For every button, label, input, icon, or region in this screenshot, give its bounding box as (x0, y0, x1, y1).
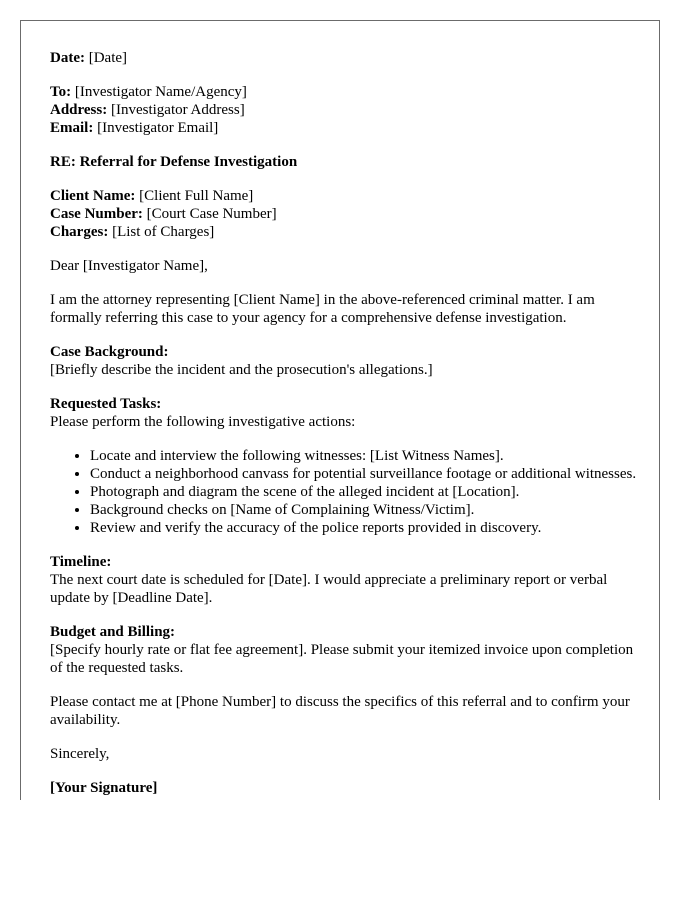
signature: [Your Signature] (50, 780, 158, 796)
client-label: Client Name: (50, 188, 136, 204)
case-number-line (50, 205, 640, 223)
client-line (50, 187, 640, 205)
background-text: [Briefly describe the incident and the prosecution's allegations.] (50, 362, 433, 378)
date-label: Date: (50, 50, 85, 66)
subject-line: RE: Referral for Defense Investigation (50, 154, 298, 170)
closing: Sincerely, (50, 746, 110, 762)
tasks-intro: Please perform the following investigative actions: (50, 414, 356, 430)
date-line (50, 49, 640, 67)
address-value: [Investigator Address] (110, 102, 245, 118)
to-line (50, 83, 640, 101)
date-value: [Date] (88, 50, 128, 66)
case-info-block (50, 187, 640, 241)
timeline-heading: Timeline: (50, 554, 112, 570)
case-number-label: Case Number: (50, 206, 143, 222)
client-value: [Client Full Name] (139, 188, 254, 204)
task-item: • Review and verify the accuracy of the police reports provided in discovery. (90, 519, 640, 537)
tasks-section (50, 395, 640, 537)
charges-label: Charges: (50, 224, 109, 240)
billing-text: [Specify hourly rate or flat fee agreement]. Please submit your itemized invoice upon completion of the requested tasks. (50, 642, 634, 676)
address-line (50, 101, 640, 119)
salutation: Dear [Investigator Name], (50, 258, 208, 274)
timeline-section (50, 553, 640, 607)
letter-page (20, 20, 660, 800)
contact-paragraph: Please contact me at [Phone Number] to discuss the specifics of this referral and to confirm your availability. (50, 694, 630, 728)
charges-value: [List of Charges] (112, 224, 215, 240)
email-value: [Investigator Email] (97, 120, 219, 136)
background-section (50, 343, 640, 379)
letter-body (50, 49, 640, 797)
recipient-block (50, 83, 640, 137)
to-value: [Investigator Name/Agency] (74, 84, 247, 100)
address-label: Address: (50, 102, 108, 118)
case-number-value: [Court Case Number] (146, 206, 277, 222)
email-line (50, 119, 640, 137)
charges-line (50, 223, 640, 241)
task-item: • Locate and interview the following witnesses: [List Witness Names]. (90, 447, 640, 465)
intro-paragraph: I am the attorney representing [Client Name] in the above-referenced criminal matter. I am formally referring this case to your agency for a comprehensive defense investigation. (50, 292, 595, 326)
billing-section (50, 623, 640, 677)
timeline-text: The next court date is scheduled for [Date]. I would appreciate a preliminary report or verbal update by [Deadline Date]. (50, 572, 608, 606)
billing-heading: Budget and Billing: (50, 624, 176, 640)
tasks-heading: Requested Tasks: (50, 396, 162, 412)
task-item: • Photograph and diagram the scene of the alleged incident at [Location]. (90, 483, 640, 501)
email-label: Email: (50, 120, 94, 136)
task-item: • Background checks on [Name of Complaining Witness/Victim]. (90, 501, 640, 519)
task-list (50, 447, 640, 537)
background-heading: Case Background: (50, 344, 169, 360)
to-label: To: (50, 84, 72, 100)
task-item: • Conduct a neighborhood canvass for potential surveillance footage or additional witnesses. (90, 465, 640, 483)
